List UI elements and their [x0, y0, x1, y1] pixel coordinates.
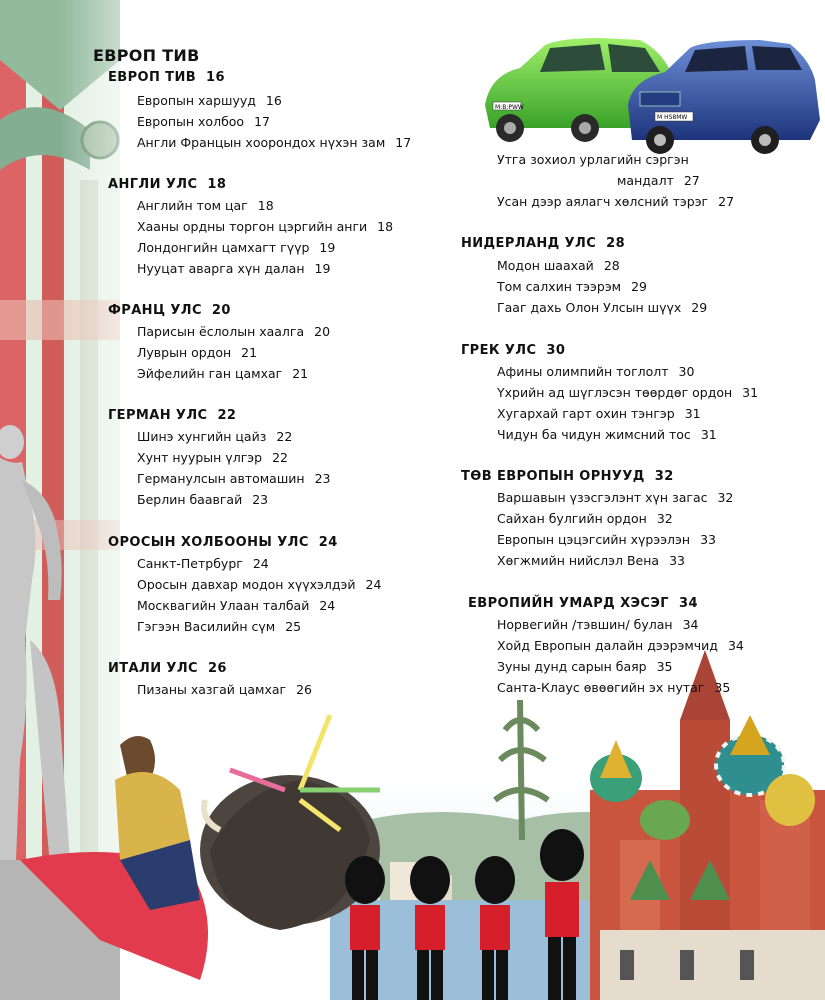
page-title: ЕВРОП ТИВ: [93, 46, 200, 65]
section-page: 20: [211, 303, 231, 318]
item-label: Англи Францын хоорондох нүхэн зам: [137, 135, 386, 150]
list-item: [137, 345, 257, 360]
section-france: [108, 303, 231, 318]
item-label: Пизаны хазгай цамхаг: [137, 682, 287, 697]
list-item: [137, 619, 301, 634]
item-page: 27: [683, 173, 700, 188]
list-item: [497, 406, 701, 421]
section-page: 34: [679, 596, 698, 611]
section-northern-europe: [468, 596, 698, 611]
item-label: Хааны ордны торгон цэргийн анги: [137, 219, 368, 234]
list-item: [137, 429, 292, 444]
list-item: [137, 240, 335, 255]
item-label: Английн том цаг: [137, 198, 248, 213]
section-title: ГРЕК УЛС: [461, 343, 537, 358]
item-page: 21: [292, 366, 309, 381]
list-item: [137, 261, 330, 276]
list-item: [497, 511, 673, 526]
item-page: 31: [700, 427, 717, 442]
item-label: Эйфелийн ган цамхаг: [137, 366, 283, 381]
item-label: Утга зохиол урлагийн сэргэн: [497, 152, 689, 167]
section-page: 16: [206, 70, 225, 85]
item-label: Хойд Европын далайн дээрэмчид: [497, 638, 718, 653]
item-label: Европын цэцэгсийн хүрээлэн: [497, 532, 691, 547]
item-page: 24: [365, 577, 382, 592]
item-label: Европын холбоо: [137, 114, 245, 129]
item-page: 24: [252, 556, 269, 571]
section-title: ИТАЛИ УЛС: [108, 661, 198, 676]
item-page: 18: [257, 198, 274, 213]
item-page: 25: [285, 619, 302, 634]
item-page: 16: [265, 93, 282, 108]
list-item: [497, 194, 734, 209]
list-item: [497, 427, 717, 442]
item-label: Москвагийн Улаан талбай: [137, 598, 310, 613]
list-item: [497, 553, 685, 568]
list-item: [497, 617, 698, 632]
item-label: Сайхан булгийн ордон: [497, 511, 647, 526]
list-item: [137, 366, 308, 381]
section-title: ЕВРОПИЙН УМАРД ХЭСЭГ: [468, 596, 669, 611]
item-page: 32: [717, 490, 734, 505]
list-item: [497, 532, 716, 547]
item-label: Норвегийн /тэвшин/ булан: [497, 617, 673, 632]
section-page: 22: [217, 408, 237, 423]
section-italy: [108, 661, 227, 676]
list-item: [137, 198, 274, 213]
list-item: [137, 219, 393, 234]
section-title: ТӨВ ЕВРОПЫН ОРНУУД: [461, 469, 645, 484]
item-label: Чидун ба чидун жимсний тос: [497, 427, 691, 442]
green-car-plate: M:B:PWW: [495, 104, 524, 111]
section-central-europe: [461, 469, 674, 484]
item-page: 20: [314, 324, 331, 339]
item-label: Модон шаахай: [497, 258, 594, 273]
list-item: [497, 300, 707, 315]
cathedral-illustration: [590, 650, 825, 1000]
item-label: Хунт нуурын үлгэр: [137, 450, 263, 465]
list-item: [497, 279, 647, 294]
item-label: Үхрийн ад шүглэсэн төөрдөг ордон: [497, 385, 733, 400]
item-page: 18: [377, 219, 394, 234]
item-label: Том салхин тээрэм: [497, 279, 622, 294]
item-label: мандалт: [617, 173, 674, 188]
item-label: Нууцат аварга хүн далан: [137, 261, 305, 276]
item-page: 33: [669, 553, 685, 568]
section-title: НИДЕРЛАНД УЛС: [461, 236, 597, 251]
list-item: [137, 577, 381, 592]
section-page: 24: [318, 535, 338, 550]
item-page: 30: [678, 364, 695, 379]
list-item: [497, 258, 620, 273]
list-item: [137, 682, 312, 697]
list-item: [497, 385, 758, 400]
list-item: [137, 114, 270, 129]
item-page: 17: [395, 135, 412, 150]
item-label: Афины олимпийн тоглолт: [497, 364, 669, 379]
item-page: 23: [252, 492, 269, 507]
section-title: ОРОСЫН ХОЛБООНЫ УЛС: [108, 535, 309, 550]
item-page: 29: [691, 300, 708, 315]
item-page: 22: [272, 450, 288, 465]
section-title: АНГЛИ УЛС: [108, 177, 198, 192]
item-label: Санта-Клаус өвөөгийн эх нутаг: [497, 680, 705, 695]
section-netherlands: [461, 236, 625, 251]
section-page: 26: [207, 661, 227, 676]
cars-illustration: [485, 38, 820, 154]
section-title: ГЕРМАН УЛС: [108, 408, 208, 423]
section-page: 30: [546, 343, 566, 358]
item-page: 24: [319, 598, 336, 613]
item-page: 22: [276, 429, 293, 444]
item-label: Хугархай гарт охин тэнгэр: [497, 406, 675, 421]
item-page: 29: [631, 279, 648, 294]
item-label: Варшавын үзэсгэлэнт хүн загас: [497, 490, 708, 505]
list-item-continuation: [617, 173, 700, 188]
item-label: Германулсын автомашин: [137, 471, 305, 486]
item-page: 23: [314, 471, 331, 486]
item-page: 33: [700, 532, 716, 547]
blue-car-plate: M HS8MW: [657, 114, 688, 121]
list-item: [497, 364, 694, 379]
list-item: [137, 324, 330, 339]
section-page: 32: [654, 469, 674, 484]
item-label: Шинэ хунгийн цайз: [137, 429, 267, 444]
item-page: 21: [241, 345, 258, 360]
item-label: Луврын ордон: [137, 345, 232, 360]
item-page: 26: [296, 682, 313, 697]
section-page: 28: [606, 236, 626, 251]
item-page: 32: [656, 511, 673, 526]
list-item: [137, 556, 269, 571]
item-page: 19: [314, 261, 331, 276]
item-label: Хөгжмийн нийслэл Вена: [497, 553, 660, 568]
list-item: [497, 680, 730, 695]
item-label: Лондонгийн цамхагт гүүр: [137, 240, 310, 255]
item-page: 31: [684, 406, 701, 421]
item-label: Зуны дунд сарын баяр: [497, 659, 647, 674]
item-page: 28: [603, 258, 620, 273]
section-page: 18: [207, 177, 227, 192]
section-europe-continent: [108, 70, 225, 85]
item-label: Гааг дахь Олон Улсын шүүх: [497, 300, 682, 315]
section-germany: [108, 408, 236, 423]
list-item: [137, 471, 330, 486]
item-page: 35: [714, 680, 731, 695]
item-label: Европын харшууд: [137, 93, 256, 108]
section-england: [108, 177, 226, 192]
list-item: [137, 135, 411, 150]
section-greece: [461, 343, 565, 358]
list-item: [137, 492, 268, 507]
item-label: Оросын давхар модон хүүхэлдэй: [137, 577, 356, 592]
item-label: Усан дээр аялагч хөлсний тэрэг: [497, 194, 709, 209]
item-page: 34: [727, 638, 744, 653]
item-label: Парисын ёслолын хаалга: [137, 324, 305, 339]
item-page: 35: [656, 659, 673, 674]
section-russia: [108, 535, 338, 550]
item-page: 34: [682, 617, 699, 632]
list-item: [137, 93, 282, 108]
list-item: [497, 152, 689, 167]
list-item: [137, 598, 335, 613]
item-page: 19: [319, 240, 336, 255]
item-page: 17: [254, 114, 270, 129]
item-page: 27: [718, 194, 735, 209]
item-label: Санкт-Петрбург: [137, 556, 243, 571]
list-item: [137, 450, 288, 465]
item-label: Берлин баавгай: [137, 492, 243, 507]
item-page: 31: [742, 385, 759, 400]
section-title: ЕВРОП ТИВ: [108, 70, 197, 85]
list-item: [497, 638, 744, 653]
list-item: [497, 659, 672, 674]
list-item: [497, 490, 733, 505]
item-label: Гэгээн Василийн сүм: [137, 619, 276, 634]
section-title: ФРАНЦ УЛС: [108, 303, 202, 318]
